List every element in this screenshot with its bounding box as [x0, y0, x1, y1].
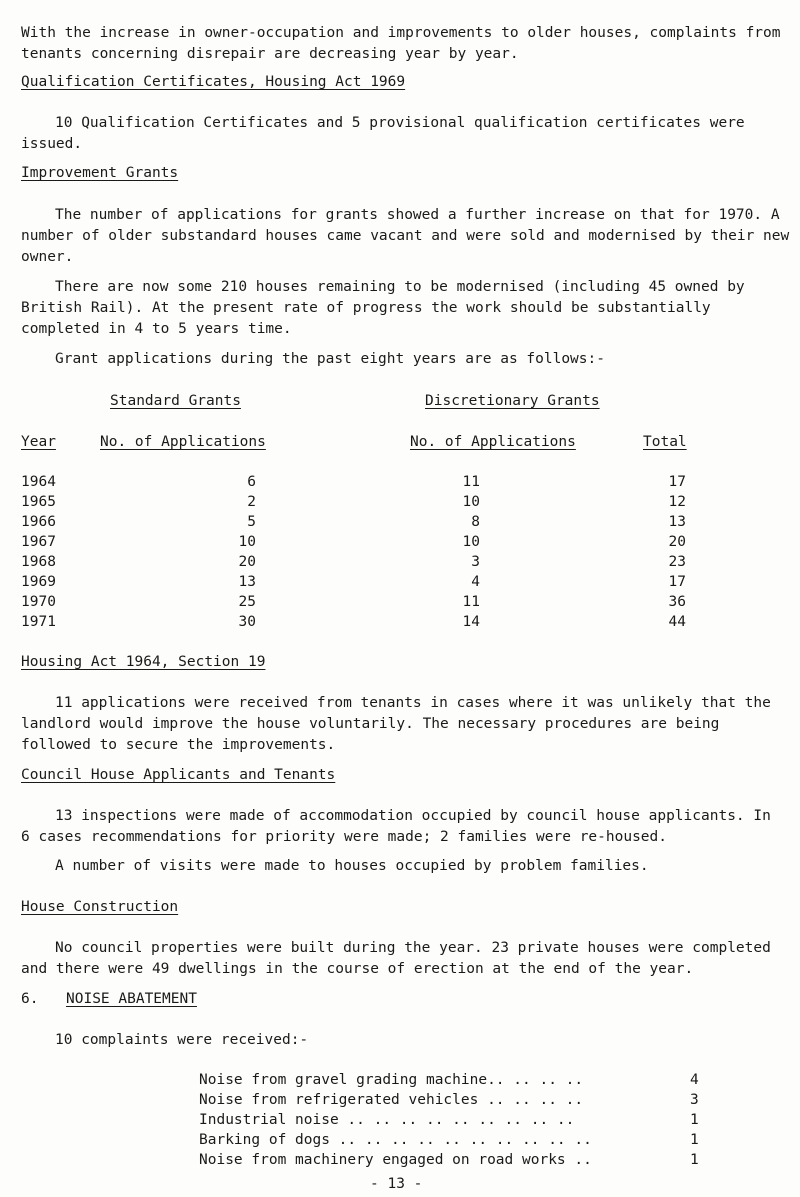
cell-standard: 6: [247, 474, 256, 490]
noise-label: Noise from gravel grading machine.. .. .. ..: [199, 1072, 584, 1088]
s19-heading: Housing Act 1964, Section 19: [21, 654, 266, 670]
cell-total: 13: [668, 514, 686, 530]
standard-grants-heading: Standard Grants: [110, 393, 241, 409]
noise-intro: 10 complaints were received:-: [55, 1032, 309, 1048]
noise-count: 1: [690, 1132, 699, 1148]
cell-total: 12: [668, 494, 686, 510]
cell-year: 1967: [21, 534, 56, 550]
s19-paragraph: 11 applications were received from tenants in cases where it was unlikely that the landlord would improve the house voluntarily. The necessary procedures are being followed to secure the improvements.: [21, 695, 771, 753]
cell-total: 20: [668, 534, 686, 550]
cell-discretionary: 8: [471, 514, 480, 530]
council-paragraph-1: 13 inspections were made of accommodation occupied by council house applicants. In 6 cases recommendations for priority were made; 2 families were re-housed.: [21, 808, 771, 845]
qc-paragraph: 10 Qualification Certificates and 5 provisional qualification certificates were issued.: [21, 115, 745, 152]
cell-discretionary: 10: [462, 494, 480, 510]
noise-count: 1: [690, 1112, 699, 1128]
col-header-standard: No. of Applications: [100, 434, 266, 450]
cell-total: 17: [668, 574, 686, 590]
cell-discretionary: 4: [471, 574, 480, 590]
noise-label: Noise from refrigerated vehicles .. .. .. ..: [199, 1092, 584, 1108]
cell-standard: 30: [238, 614, 256, 630]
cell-standard: 10: [238, 534, 256, 550]
noise-count: 3: [690, 1092, 699, 1108]
noise-count: 4: [690, 1072, 699, 1088]
cell-year: 1970: [21, 594, 56, 610]
col-header-total: Total: [643, 434, 687, 450]
noise-section-number: 6.: [21, 991, 39, 1007]
ig-paragraph-2: There are now some 210 houses remaining to be modernised (including 45 owned by British Rail). At the present rate of progress the work should be substantially completed in 4 to 5 years time.: [21, 279, 745, 337]
cell-total: 36: [668, 594, 686, 610]
cell-discretionary: 10: [462, 534, 480, 550]
cell-standard: 25: [238, 594, 256, 610]
cell-standard: 5: [247, 514, 256, 530]
qc-heading: Qualification Certificates, Housing Act 1969: [21, 74, 406, 90]
cell-year: 1969: [21, 574, 56, 590]
noise-label: Barking of dogs .. .. .. .. .. .. .. .. .. ..: [199, 1132, 592, 1148]
noise-label: Noise from machinery engaged on road works ..: [199, 1152, 592, 1168]
cell-discretionary: 11: [462, 594, 480, 610]
noise-label: Industrial noise .. .. .. .. .. .. .. .. ..: [199, 1112, 575, 1128]
cell-year: 1968: [21, 554, 56, 570]
page-number: - 13 -: [370, 1176, 423, 1192]
col-header-year: Year: [21, 434, 56, 450]
cell-year: 1966: [21, 514, 56, 530]
cell-standard: 20: [238, 554, 256, 570]
intro-paragraph: With the increase in owner-occupation and improvements to older houses, complaints from tenants concerning disrepair are decreasing year by year.: [21, 25, 781, 62]
ig-heading: Improvement Grants: [21, 165, 179, 181]
cell-year: 1964: [21, 474, 56, 490]
col-header-discretionary: No. of Applications: [410, 434, 576, 450]
council-heading: Council House Applicants and Tenants: [21, 767, 336, 783]
ig-paragraph-3: Grant applications during the past eight years are as follows:-: [55, 351, 605, 367]
cell-standard: 2: [247, 494, 256, 510]
construction-heading: House Construction: [21, 899, 179, 915]
cell-discretionary: 14: [462, 614, 480, 630]
construction-paragraph: No council properties were built during the year. 23 private houses were completed and there were 49 dwellings in the course of erection at the end of the year.: [21, 940, 771, 977]
cell-standard: 13: [238, 574, 256, 590]
cell-year: 1965: [21, 494, 56, 510]
cell-discretionary: 3: [471, 554, 480, 570]
cell-total: 17: [668, 474, 686, 490]
discretionary-grants-heading: Discretionary Grants: [425, 393, 600, 409]
noise-count: 1: [690, 1152, 699, 1168]
cell-total: 44: [668, 614, 686, 630]
council-paragraph-2: A number of visits were made to houses occupied by problem families.: [55, 858, 649, 874]
cell-year: 1971: [21, 614, 56, 630]
noise-heading: NOISE ABATEMENT: [66, 991, 197, 1007]
cell-discretionary: 11: [462, 474, 480, 490]
cell-total: 23: [668, 554, 686, 570]
ig-paragraph-1: The number of applications for grants showed a further increase on that for 1970. A number of older substandard houses came vacant and were sold and modernised by their new owner.: [21, 207, 790, 265]
